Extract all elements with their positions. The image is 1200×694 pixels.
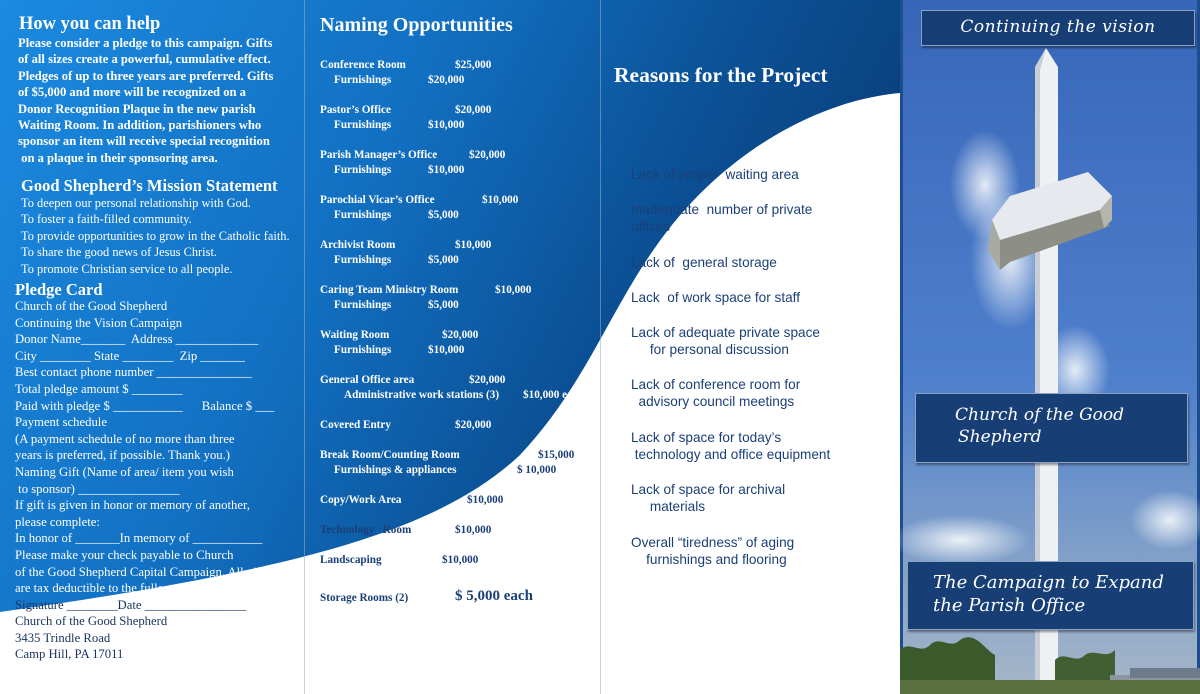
reason-line: Inadequate number of private	[631, 202, 813, 217]
reason-line: advisory council meetings	[631, 394, 795, 410]
naming-item-price: $20,000	[455, 104, 492, 116]
pledge-line: Payment schedule	[15, 415, 107, 430]
pledge-line: years is preferred, if possible. Thank you.)	[15, 448, 231, 463]
naming-item-price: $10,000	[442, 554, 479, 566]
reason-line: Lack of proper waiting area	[631, 167, 799, 182]
naming-item-price: $20,000	[442, 329, 479, 341]
naming-sub-name: Furnishings	[334, 254, 392, 266]
naming-item-name: Covered Entry	[320, 419, 391, 431]
naming-sub-price: $ 10,000	[517, 464, 557, 476]
help-line: on a plaque in their sponsoring area.	[18, 150, 218, 165]
pledge-line: please complete:	[15, 514, 100, 529]
panel-reasons-for-project	[601, 0, 900, 694]
panel-naming-opportunities	[305, 0, 600, 694]
naming-item-name: Break Room/Counting Room	[320, 449, 460, 461]
naming-item-price: $10,000	[455, 524, 492, 536]
naming-item-name: Technology Room	[320, 524, 412, 536]
banner-continuing-the-vision	[921, 10, 1195, 46]
reason-line: Lack of conference room for	[631, 377, 801, 392]
reason-item	[631, 534, 794, 569]
pledge-line: are tax deductible to the fullest extent of the law.	[15, 581, 269, 596]
pledge-card-heading: Pledge Card	[15, 280, 103, 299]
reason-item	[631, 254, 777, 271]
mission-line: To promote Christian service to all people.	[21, 261, 233, 276]
mission-line: To share the good news of Jesus Christ.	[21, 245, 217, 260]
naming-item-price: $20,000	[469, 374, 506, 386]
naming-heading: Naming Opportunities	[320, 14, 513, 36]
banner-text: Shepherd	[958, 427, 1042, 447]
naming-item-name: Landscaping	[320, 554, 382, 566]
naming-item-name: Caring Team Ministry Room	[320, 284, 459, 296]
naming-item-name: Copy/Work Area	[320, 494, 402, 506]
pledge-line: If gift is given in honor or memory of another,	[15, 498, 250, 513]
paid-balance-field[interactable]: Paid with pledge $ ___________ Balance $ ___	[15, 398, 275, 413]
reason-line: Overall “tiredness” of aging	[631, 535, 795, 550]
pledge-line: Naming Gift (Name of area/ item you wish	[15, 464, 234, 479]
naming-sub-name: Furnishings	[334, 299, 392, 311]
help-heading: How you can help	[19, 14, 161, 34]
help-line: sponsor an item will receive special recognition	[18, 134, 270, 149]
naming-item-name: Waiting Room	[320, 329, 390, 341]
honor-memory-field[interactable]: In honor of _______In memory of ___________	[15, 531, 263, 546]
city-state-zip: Camp Hill, PA 17011	[15, 647, 124, 662]
naming-item-name: Conference Room	[320, 59, 406, 71]
pledge-line: of the Good Shepherd Capital Campaign. All gifts	[15, 564, 270, 579]
naming-item-name: Parish Manager’s Office	[320, 149, 438, 161]
naming-item-price: $10,000	[482, 194, 519, 206]
naming-sub-price: $5,000	[428, 209, 459, 221]
naming-item-price: $10,000	[455, 239, 492, 251]
naming-item-price: $ 5,000 each	[455, 588, 533, 604]
naming-item-name: Pastor’s Office	[320, 104, 391, 116]
street-address: 3435 Trindle Road	[15, 630, 111, 645]
help-line: Please consider a pledge to this campaign. Gifts	[18, 36, 273, 50]
signature-date-field[interactable]: Signature ________Date ________________	[15, 597, 247, 612]
naming-sub-name: Furnishings & appliances	[334, 464, 457, 476]
total-pledge-field[interactable]: Total pledge amount $ ________	[15, 381, 183, 396]
naming-item-name: Storage Rooms (2)	[320, 592, 409, 604]
reasons-heading: Reasons for the Project	[614, 63, 828, 87]
naming-item-name: General Office area	[320, 374, 415, 386]
naming-sub-name: Furnishings	[334, 344, 392, 356]
naming-item-price: $10,000	[495, 284, 532, 296]
banner-church-name	[915, 393, 1188, 463]
reason-line: Lack of space for today’s	[631, 430, 782, 445]
reason-line: materials	[631, 499, 706, 515]
mission-line: To deepen our personal relationship with God.	[21, 196, 252, 210]
reason-item	[631, 324, 820, 359]
donor-name-address-field[interactable]: Donor Name_______ Address _____________	[15, 332, 259, 347]
reason-line: offices	[631, 219, 671, 235]
naming-sub-name: Furnishings	[334, 209, 392, 221]
pledge-line: (A payment schedule of no more than three	[15, 431, 235, 446]
naming-sub-name: Administrative work stations (3)	[344, 389, 500, 401]
help-line: Donor Recognition Plaque in the new parish	[18, 101, 256, 116]
panel-how-you-can-help	[0, 0, 304, 694]
naming-item-price: $15,000	[538, 449, 575, 461]
help-line: Pledges of up to three years are preferred. Gifts	[18, 68, 274, 83]
reason-line: Lack of space for archival	[631, 482, 786, 497]
naming-sub-name: Furnishings	[334, 74, 392, 86]
naming-item-price: $10,000	[467, 494, 504, 506]
naming-sub-price: $10,000	[428, 164, 465, 176]
reason-item	[631, 201, 812, 236]
naming-sub-name: Furnishings	[334, 164, 392, 176]
pledge-card-form	[15, 298, 274, 663]
naming-sub-price: $20,000	[428, 74, 465, 86]
reason-item	[631, 429, 830, 464]
naming-item-name: Parochial Vicar’s Office	[320, 194, 435, 206]
naming-sub-price: $5,000	[428, 254, 459, 266]
naming-sub-price: $10,000	[428, 344, 465, 356]
naming-gift-field[interactable]: to sponsor) ________________	[15, 481, 180, 496]
reason-item	[631, 481, 785, 516]
naming-item-price: $20,000	[455, 419, 492, 431]
reason-item	[631, 166, 799, 183]
help-paragraph	[18, 35, 308, 166]
naming-item-price: $20,000	[469, 149, 506, 161]
mission-list	[21, 195, 290, 277]
panel-cover	[900, 0, 1200, 694]
reason-item	[631, 289, 800, 306]
naming-sub-price: $10,000 each	[523, 389, 584, 401]
phone-field[interactable]: Best contact phone number _______________	[15, 365, 252, 380]
reason-line: furnishings and flooring	[631, 552, 787, 568]
reason-item	[631, 376, 800, 411]
banner-text: the Parish Office	[933, 595, 1086, 616]
reason-line: for personal discussion	[631, 342, 789, 358]
reason-line: Lack of work space for staff	[631, 290, 800, 305]
banner-text: The Campaign to Expand	[933, 572, 1164, 593]
naming-sub-price: $10,000	[428, 119, 465, 131]
pledge-line: Please make your check payable to Church	[15, 547, 234, 562]
city-state-zip-field[interactable]: City ________ State ________ Zip _______	[15, 348, 245, 363]
mission-line: To foster a faith-filled community.	[21, 212, 192, 227]
naming-item-name: Archivist Room	[320, 239, 396, 251]
banner-campaign-title	[907, 561, 1194, 630]
pledge-line: Continuing the Vision Campaign	[15, 315, 183, 330]
banner-text: Church of the Good	[955, 405, 1125, 425]
reason-line: Lack of adequate private space	[631, 325, 820, 340]
help-line: Waiting Room. In addition, parishioners who	[18, 118, 262, 133]
naming-sub-name: Furnishings	[334, 119, 392, 131]
help-line: of $5,000 and more will be recognized on a	[18, 85, 246, 100]
mission-line: To provide opportunities to grow in the Catholic faith.	[21, 228, 290, 243]
help-line: of all sizes create a powerful, cumulative effect.	[18, 52, 271, 67]
naming-item-price: $25,000	[455, 59, 492, 71]
pledge-line: Church of the Good Shepherd	[15, 299, 168, 313]
reason-line: Lack of general storage	[631, 255, 777, 270]
reason-line: technology and office equipment	[631, 447, 831, 463]
naming-sub-price: $5,000	[428, 299, 459, 311]
church-name: Church of the Good Shepherd	[15, 614, 168, 629]
mission-heading: Good Shepherd’s Mission Statement	[21, 176, 278, 195]
banner-text: Continuing the vision	[960, 17, 1156, 37]
